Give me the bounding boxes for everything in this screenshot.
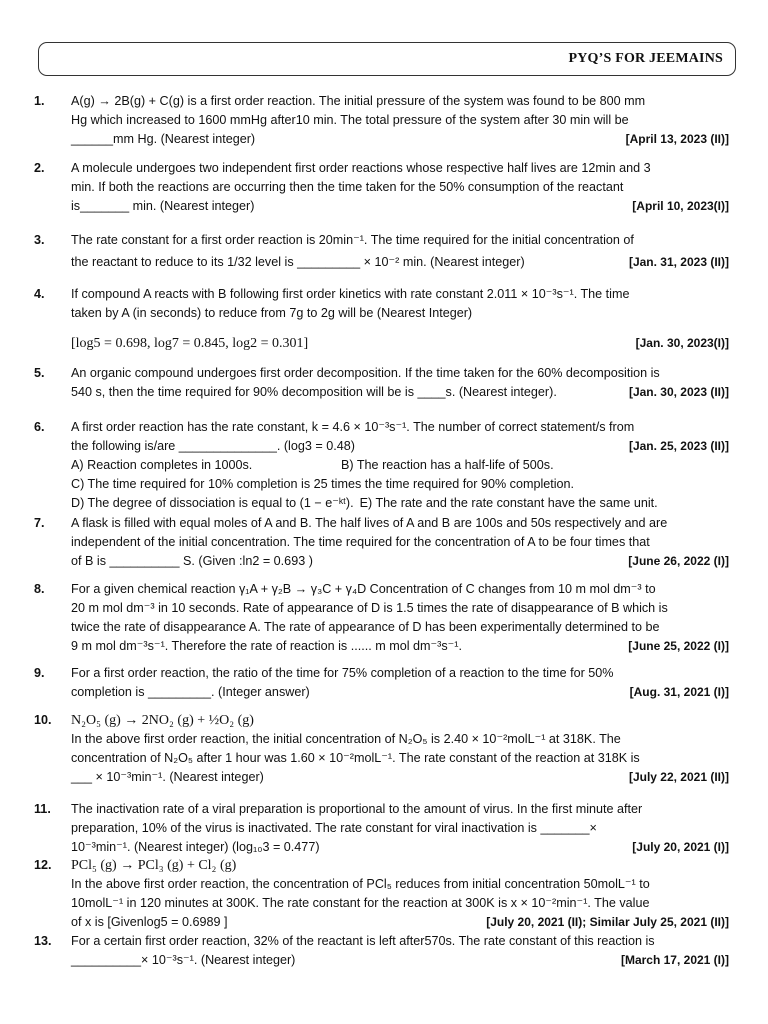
question-11 [34, 800, 734, 857]
question-line: A flask is filled with equal moles of A and B. The half lives of A and B are 100s and 50s respectively and are [71, 516, 668, 530]
question-9 [34, 664, 734, 702]
question-10 [34, 711, 734, 787]
question-line: of x is [Givenlog5 = 0.6989 ] [71, 915, 228, 929]
question-source: [July 20, 2021 (II); Similar July 25, 2021 (II)] [486, 915, 729, 929]
question-line: If compound A reacts with B following first order kinetics with rate constant 2.011 × 10⁻³s⁻¹. The time [71, 287, 630, 301]
question-5 [34, 364, 734, 402]
question-line: __________× 10⁻³s⁻¹. (Nearest integer) [71, 953, 296, 967]
question-source: [Jan. 30, 2023(I)] [635, 336, 729, 350]
option-a: A) Reaction completes in 1000s. [71, 458, 253, 472]
question-line: ______mm Hg. (Nearest integer) [71, 132, 256, 146]
question-number: 11. [34, 802, 51, 816]
question-line: For a certain first order reaction, 32% of the reactant is left after570s. The rate constant of this reaction is [71, 934, 655, 948]
question-3 [34, 231, 734, 272]
question-6 [34, 418, 734, 513]
question-line: A molecule undergoes two independent first order reactions whose respective half lives are 12min and 3 [71, 161, 651, 175]
question-line: min. If both the reactions are occurring then the time taken for the 50% consumption of the reactant [71, 180, 624, 194]
question-source: [April 13, 2023 (II)] [625, 132, 729, 146]
question-line: twice the rate of disappearance A. The rate of appearance of D has been experimentally determined to be [71, 620, 660, 634]
question-line: 10molL⁻¹ in 120 minutes at 300K. The rate constant for the reaction at 300K is x × 10⁻²min⁻¹. The value [71, 896, 650, 910]
question-source: [June 26, 2022 (I)] [628, 554, 729, 568]
question-line: taken by A (in seconds) to reduce from 7g to 2g will be (Nearest Integer) [71, 306, 473, 320]
question-8 [34, 580, 734, 656]
question-number: 6. [34, 420, 45, 434]
question-source: [July 20, 2021 (I)] [632, 840, 729, 854]
question-4 [34, 285, 734, 353]
question-line: independent of the initial concentration. The time required for the concentration of A to be four times that [71, 535, 650, 549]
question-number: 10. [34, 713, 52, 727]
question-1 [34, 92, 734, 149]
question-line: [log5 = 0.698, log7 = 0.845, log2 = 0.301] [71, 336, 309, 351]
option-b: B) The reaction has a half-life of 500s. [341, 458, 554, 472]
question-source: [June 25, 2022 (I)] [628, 639, 729, 653]
question-line: of B is __________ S. (Given :ln2 = 0.693 ) [71, 554, 313, 568]
question-source: [April 10, 2023(I)] [632, 199, 729, 213]
question-line: The rate constant for a first order reaction is 20min⁻¹. The time required for the initial concentration of [71, 233, 634, 247]
question-line: completion is _________. (Integer answer) [71, 685, 310, 699]
question-number: 9. [34, 666, 45, 680]
question-line: N₂O₅ (g) → 2NO₂ (g) + ½O₂ (g) [71, 713, 254, 728]
question-line: In the above first order reaction, the initial concentration of N₂O₅ is 2.40 × 10⁻²molL⁻¹ at 318K. The [71, 732, 621, 746]
question-number: 4. [34, 287, 45, 301]
page-title: PYQ’S FOR JEEMAINS [568, 51, 723, 66]
question-number: 7. [34, 516, 45, 530]
question-12 [34, 856, 734, 932]
question-source: [March 17, 2021 (I)] [620, 953, 729, 967]
question-line: For a given chemical reaction γ₁A + γ₂B → γ₃C + γ₄D Concentration of C changes from 10 m mol dm⁻³ to [71, 582, 656, 596]
question-line: A first order reaction has the rate constant, k = 4.6 × 10⁻³s⁻¹. The number of correct statement/s from [71, 420, 635, 434]
question-line: Hg which increased to 1600 mmHg after10 min. The total pressure of the system after 30 min will be [71, 113, 629, 127]
question-line: 10⁻³min⁻¹. (Nearest integer) (log₁₀3 = 0.477) [71, 840, 320, 854]
question-line: the following is/are ______________. (log3 = 0.48) [71, 439, 355, 453]
question-number: 1. [34, 94, 45, 108]
question-number: 5. [34, 366, 45, 380]
header-box [38, 42, 736, 76]
question-source: [Jan. 31, 2023 (II)] [628, 255, 729, 269]
question-line: preparation, 10% of the virus is inactivated. The rate constant for viral inactivation is _______× [71, 821, 597, 835]
question-13 [34, 932, 734, 970]
question-line: An organic compound undergoes first order decomposition. If the time taken for the 60% decomposition is [71, 366, 660, 380]
option-c: C) The time required for 10% completion is 25 times the time required for 90% completion. [71, 477, 575, 491]
question-7 [34, 514, 734, 571]
question-line: For a first order reaction, the ratio of the time for 75% completion of a reaction to the time for 50% [71, 666, 614, 680]
question-line: ___ × 10⁻³min⁻¹. (Nearest integer) [71, 770, 264, 784]
question-line: the reactant to reduce to its 1/32 level is _________ × 10⁻² min. (Nearest integer) [71, 255, 525, 269]
question-number: 3. [34, 233, 45, 247]
question-line: In the above first order reaction, the concentration of PCl₅ reduces from initial concentration 50molL⁻¹ to [71, 877, 650, 891]
question-line: 540 s, then the time required for 90% decomposition will be is ____s. (Nearest integer). [71, 385, 557, 399]
question-number: 12. [34, 858, 52, 872]
question-number: 2. [34, 161, 45, 175]
option-e: E) The rate and the rate constant have the same unit. [359, 496, 658, 510]
question-line: PCl₅ (g) → PCl₃ (g) + Cl₂ (g) [71, 858, 237, 873]
question-number: 13. [34, 934, 52, 948]
question-line: A(g) → 2B(g) + C(g) is a first order reaction. The initial pressure of the system was found to be 800 mm [71, 94, 646, 108]
question-source: [Aug. 31, 2021 (I)] [629, 685, 729, 699]
option-d: D) The degree of dissociation is equal to (1 − e⁻ᵏᵗ). [71, 496, 354, 510]
question-number: 8. [34, 582, 45, 596]
question-line: 20 m mol dm⁻³ in 10 seconds. Rate of appearance of D is 1.5 times the rate of disappearance of B which is [71, 601, 668, 615]
question-source: [July 22, 2021 (II)] [628, 770, 729, 784]
question-line: 9 m mol dm⁻³s⁻¹. Therefore the rate of reaction is ...... m mol dm⁻³s⁻¹. [71, 639, 462, 653]
question-line: is_______ min. (Nearest integer) [71, 199, 255, 213]
question-line: concentration of N₂O₅ after 1 hour was 1.60 × 10⁻²molL⁻¹. The rate constant of the reaction at 318K is [71, 751, 640, 765]
question-line: The inactivation rate of a viral preparation is proportional to the amount of virus. In the first minute after [71, 802, 643, 816]
question-source: [Jan. 25, 2023 (II)] [628, 439, 729, 453]
question-source: [Jan. 30, 2023 (II)] [628, 385, 729, 399]
question-2 [34, 159, 734, 216]
